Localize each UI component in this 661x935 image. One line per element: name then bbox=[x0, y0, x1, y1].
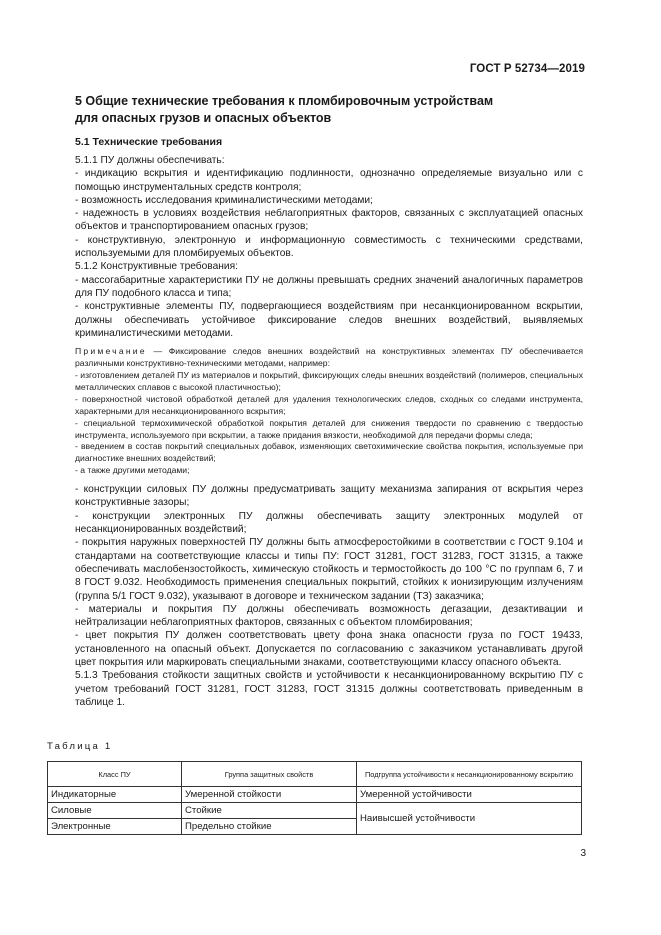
table-caption: Таблица 1 bbox=[47, 741, 113, 752]
clause-512-intro: 5.1.2 Конструктивные требования: bbox=[75, 261, 238, 273]
clause-511-item: - индикацию вскрытия и идентификацию подлинности, однозначно определяемые визуально или с помощью инструментальных средств контроля; bbox=[75, 168, 583, 193]
requirement-item: - материалы и покрытия ПУ должны обеспечивать возможность дегазации, дезактивации и нейтрализации неблагоприятных факторов, связанных с объектом пломбирования; bbox=[75, 603, 583, 629]
table-cell: Наивысшей устойчивости bbox=[357, 803, 582, 835]
note-text: — Фиксирование следов внешних воздействий на конструктивных элементах ПУ обеспечивается различными конструктивно-техническими методами, например: bbox=[75, 346, 583, 369]
table-cell: Силовые bbox=[48, 803, 182, 819]
table-cell: Умеренной стойкости bbox=[182, 787, 357, 803]
note-label: Примечание bbox=[75, 346, 147, 357]
clause-511-item: - конструктивную, электронную и информационную совместимость с техническими средствами, используемыми для пломбируемых объектов. bbox=[75, 234, 583, 260]
note-block bbox=[75, 346, 583, 477]
clause-513: 5.1.3 Требования стойкости защитных свойств и устойчивости к несанкционированному вскрытию ПУ с учетом требований ГОСТ 31281, ГОСТ 31283, ГОСТ 31315 должны соответствовать приведенным в таблице 1. bbox=[75, 670, 583, 708]
note-intro bbox=[75, 346, 583, 370]
section-title-line1: 5 Общие технические требования к пломбировочным устройствам bbox=[75, 94, 494, 108]
table-cell: Индикаторные bbox=[48, 787, 182, 803]
section-title bbox=[75, 93, 595, 127]
table-row bbox=[48, 803, 582, 819]
subsection-title: 5.1 Технические требования bbox=[75, 136, 223, 148]
table-cell: Умеренной устойчивости bbox=[357, 787, 582, 803]
table-cell: Предельно стойкие bbox=[182, 819, 357, 835]
page-number: 3 bbox=[580, 848, 586, 859]
note-item: - специальной термохимической обработкой покрытия деталей для снижения твердости по сравнению с твердостью инструмента, используемого при вскрытии, а также придания вязкости, необходимой для передачи формы следа; bbox=[75, 417, 583, 440]
requirement-item: - конструкции силовых ПУ должны предусматривать защиту механизма запирания от вскрытия через конструктивные зазоры; bbox=[75, 484, 583, 509]
clause-511-item: - возможность исследования криминалистическими методами; bbox=[75, 194, 373, 206]
requirement-item: - покрытия наружных поверхностей ПУ должны быть атмосферостойкими в соответствии с ГОСТ 9.104 и стандартами на соответствующие классы и типы ПУ: ГОСТ 31281, ГОСТ 31283, ГОСТ 31315, а также обеспечивать маслобензостойкость, химическую стойкость и термостойкость до 100 °C по группам 6, 7 и 8 ГОСТ 9.032. Необходимость применения специальных покрытий, стойких к ионизирующим излучениям (группа 5/1 ГОСТ 9.032), указывают в договоре и техническом задании (ТЗ) заказчика; bbox=[75, 537, 583, 602]
requirement-item: - цвет покрытия ПУ должен соответствовать цвету фона знака опасности груза по ГОСТ 19433, установленного на опасный объект. Допускается по согласованию с заказчиком устанавливать другой цвет покрытия или маркировать специальными знаками, соответствующими классу опасного объекта. bbox=[75, 630, 583, 668]
clause-512-item: - массогабаритные характеристики ПУ не должны превышать средних значений аналогичных параметров для ПУ подобного класса и типа; bbox=[75, 274, 583, 299]
section-title-line2: для опасных грузов и опасных объектов bbox=[75, 111, 332, 125]
standard-header: ГОСТ Р 52734—2019 bbox=[469, 63, 585, 75]
table-cell: Стойкие bbox=[182, 803, 357, 819]
requirements-table bbox=[47, 761, 582, 835]
table-header-row bbox=[48, 762, 582, 787]
note-item: - а также другими методами; bbox=[75, 465, 190, 476]
table-row bbox=[48, 787, 582, 803]
table-header-cell: Класс ПУ bbox=[48, 762, 182, 787]
clause-511-intro: 5.1.1 ПУ должны обеспечивать: bbox=[75, 155, 225, 166]
clause-512-item: - конструктивные элементы ПУ, подвергающиеся воздействиям при несанкционированном вскрытии, должны обеспечивать устойчивое фиксирование следов внешних воздействий, выявляемых криминалистическими методами. bbox=[75, 301, 583, 339]
body-text bbox=[75, 154, 583, 709]
table-header-cell: Подгруппа устойчивости к несанкционированному вскрытию bbox=[357, 762, 582, 787]
table-header-cell: Группа защитных свойств bbox=[182, 762, 357, 787]
note-item: - поверхностной чистовой обработкой деталей для удаления технологических следов, сходных со следами инструмента, характерными для несанкционированного вскрытия; bbox=[75, 393, 583, 416]
note-item: - введением в состав покрытий специальных добавок, изменяющих светохимические свойства покрытия, используемые при диагностике внешних воздействий; bbox=[75, 441, 583, 464]
clause-511-item: - надежность в условиях воздействия неблагоприятных факторов, связанных с эксплуатацией опасных объектов и транспортированием опасных грузов; bbox=[75, 208, 583, 233]
table-cell: Электронные bbox=[48, 819, 182, 835]
requirement-item: - конструкции электронных ПУ должны обеспечивать защиту электронных модулей от несанкционированных воздействий; bbox=[75, 510, 583, 536]
note-item: - изготовлением деталей ПУ из материалов и покрытий, фиксирующих следы внешних воздействий (полимеров, специальных металлических сплавов с высокой пластичностью); bbox=[75, 369, 583, 392]
